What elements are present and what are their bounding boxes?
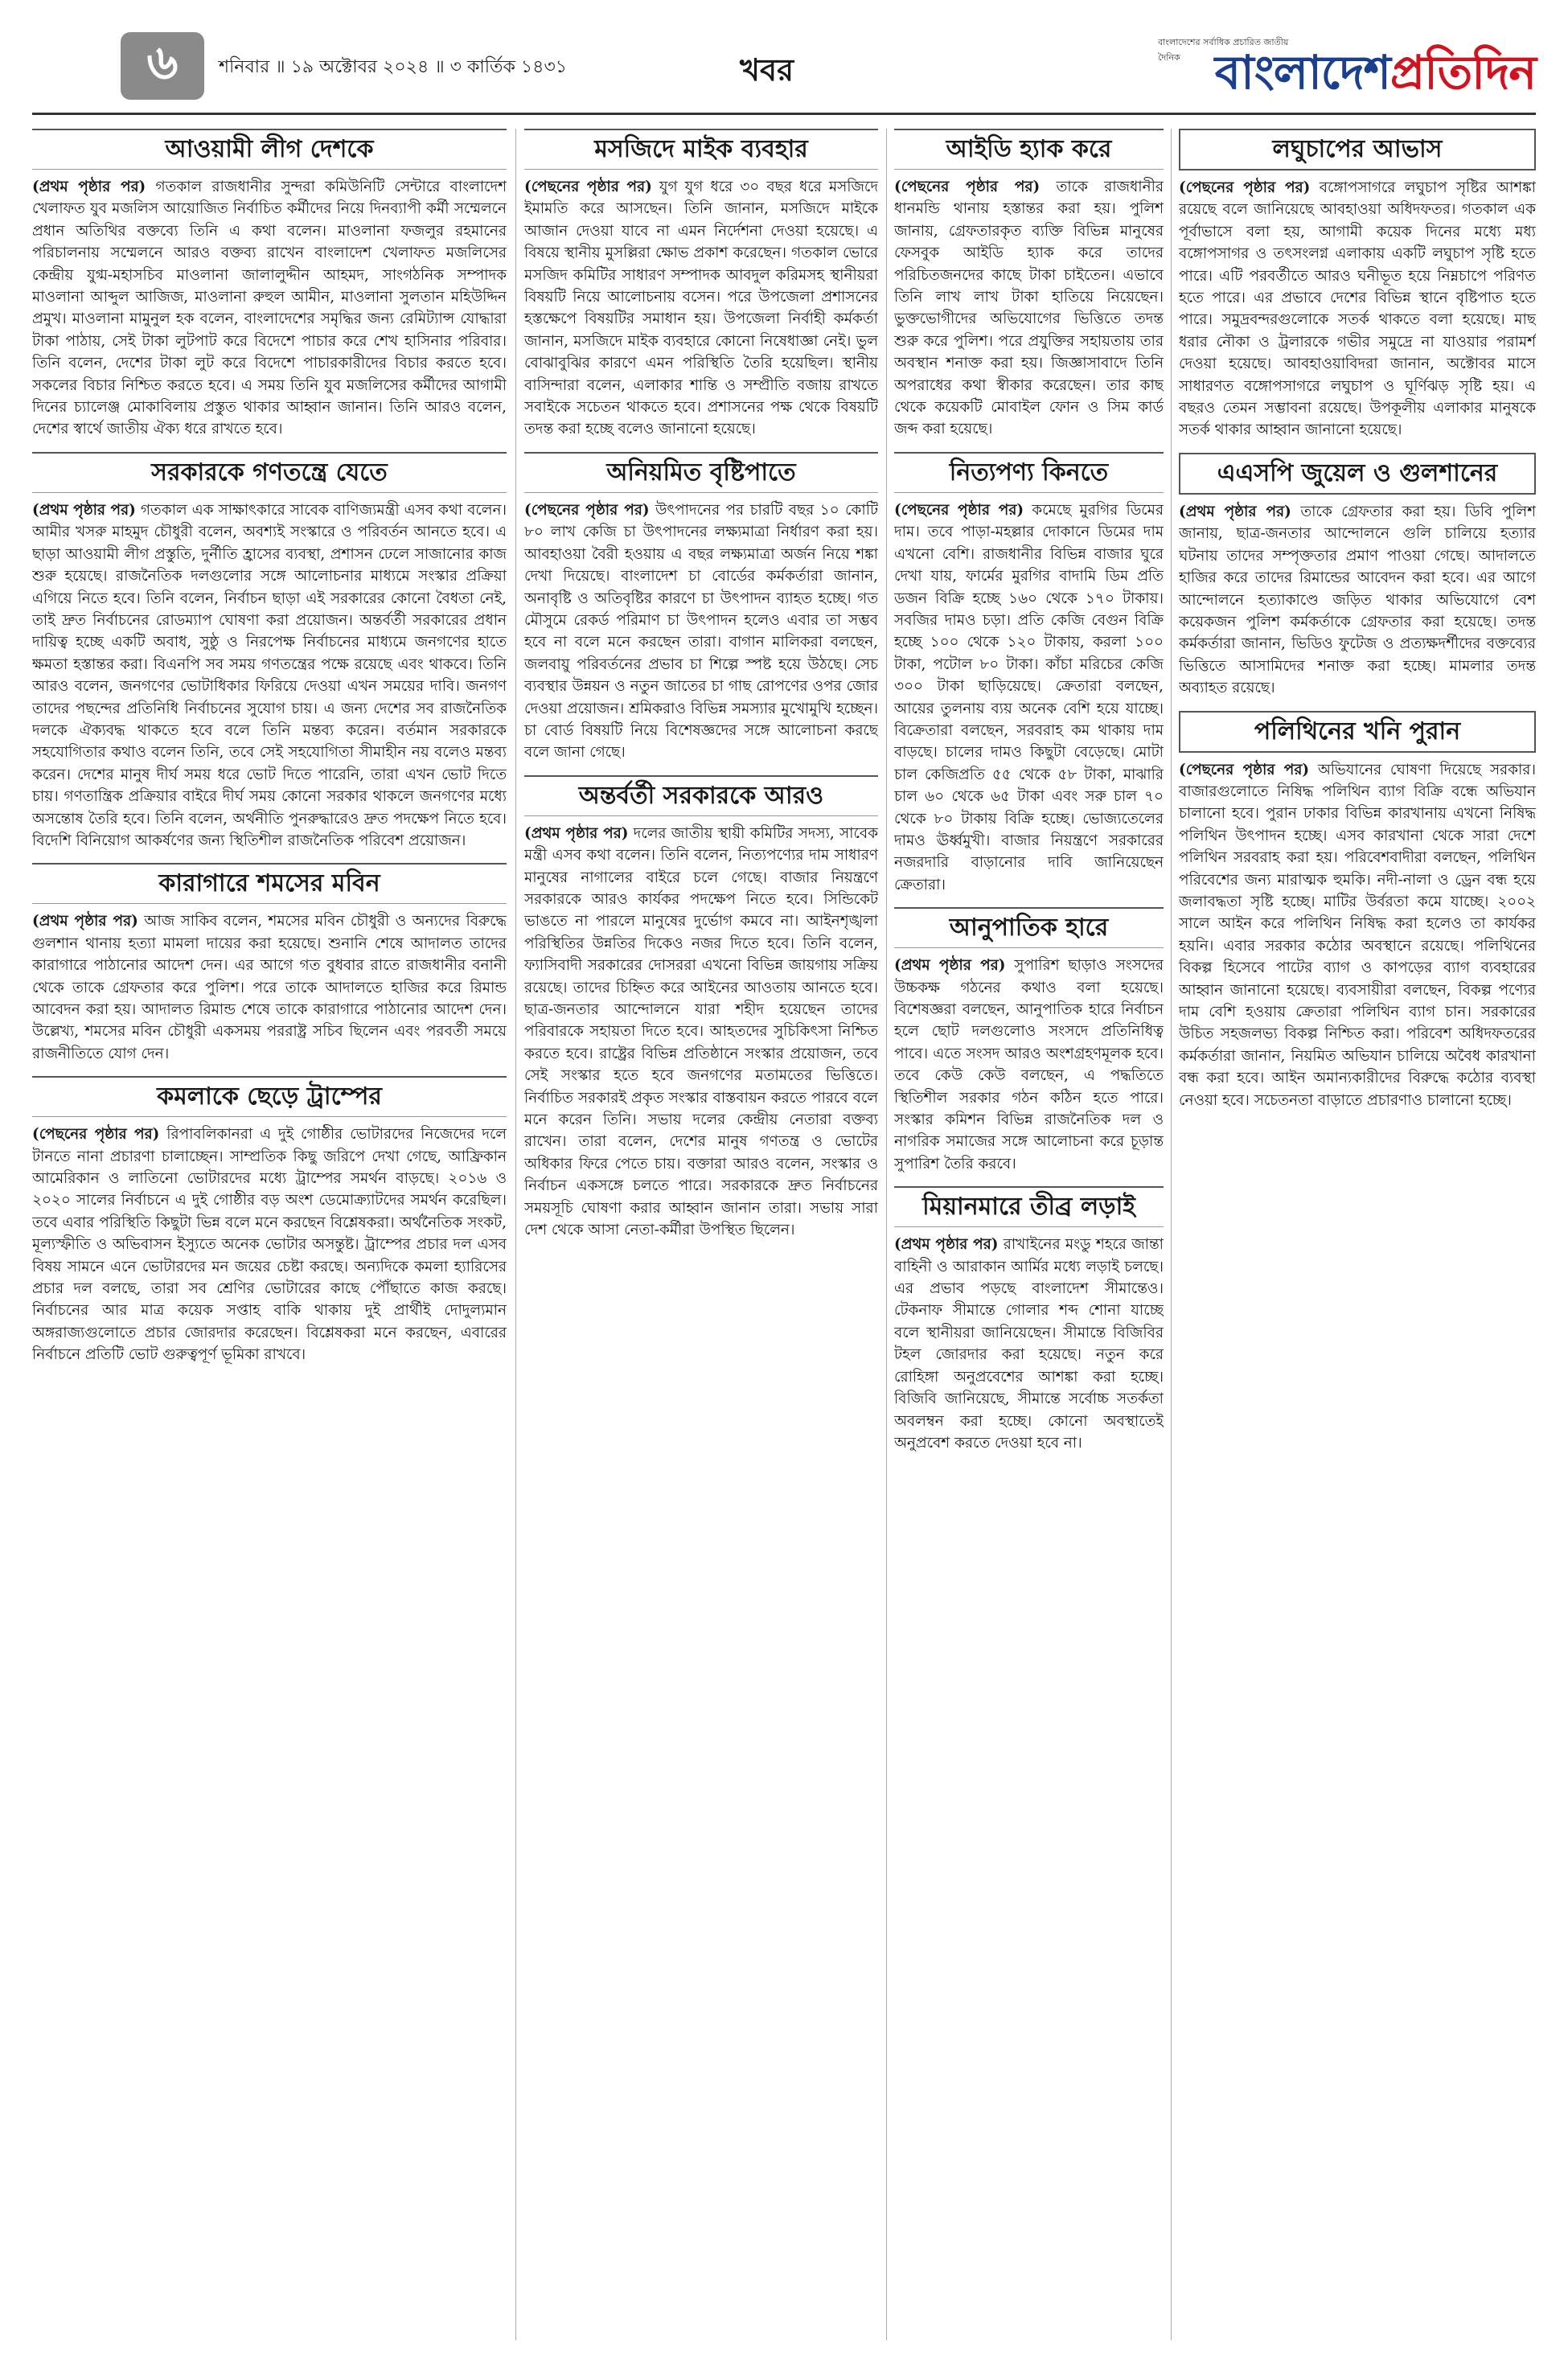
article-asp [1179,453,1536,700]
article-body: (প্রথম পৃষ্ঠার পর) গতকাল এক সাক্ষাৎকারে সাবেক বাণিজ্যমন্ত্রী এসব কথা বলেন। আমীর খসরু মাহমুদ চৌধুরী বলেন, অবশ্যই সংস্কারে ও পরিবর্তন আনতে হবে। এ ছাড়া আওয়ামী লীগ প্রস্তুতি, দুর্নীতি হ্রাসের ব্যবস্থা, প্রশাসন ঢেলে সাজানোর কাজ শুরু হয়েছে। রাজনৈতিক দলগুলোর সঙ্গে আলোচনার মাধ্যমে সংস্কার প্রক্রিয়া এগিয়ে নিতে হবে। তিনি বলেন, নির্বাচন ছাড়া এই সরকারের কোনো বৈধতা নেই, তাই দ্রুত নির্বাচনের রোডম্যাপ ঘোষণা করা প্রয়োজন। অন্তর্বর্তী সরকারের প্রধান দায়িত্ব হচ্ছে একটি অবাধ, সুষ্ঠু ও নিরপেক্ষ নির্বাচনের মাধ্যমে জনগণের হাতে ক্ষমতা হস্তান্তর করা। বিএনপি সব সময় গণতন্ত্রের পক্ষে রয়েছে এবং থাকবে। তিনি আরও বলেন, জনগণের ভোটাধিকার ফিরিয়ে দেওয়া এখন সময়ের দাবি। জনগণ তাদের পছন্দের প্রতিনিধি নির্বাচনের সুযোগ চায়। এ জন্য দেশের সব রাজনৈতিক দলকে ঐক্যবদ্ধ থাকতে হবে বলে তিনি মন্তব্য করেন। বর্তমান সরকারকে সহযোগিতার কথাও বলেন তিনি, তবে সেই সহযোগিতা সীমাহীন নয় বলেও মন্তব্য করেন। দেশের মানুষ দীর্ঘ সময় ধরে ভোট দিতে পারেনি, তারা এখন ভোট দিতে চায়। গণতান্ত্রিক প্রক্রিয়ার বাইরে দীর্ঘ সময় কোনো সরকার থাকলে জনগণের মধ্যে অসন্তোষ তৈরি হবে। তিনি বলেন, অর্থনীতি পুনরুদ্ধারেও দ্রুত পদক্ষেপ নিতে হবে। বিদেশি বিনিয়োগ আকর্ষণের জন্য স্থিতিশীল রাজনৈতিক পরিবেশ প্রয়োজন। [32,501,507,849]
masthead-wordmark [1215,37,1536,115]
article-body: (প্রথম পৃষ্ঠার পর) তাকে গ্রেফতার করা হয়। ডিবি পুলিশ জানায়, ছাত্র-জনতার আন্দোলনে গুলি চালিয়ে হত্যার ঘটনায় তাদের সম্পৃক্ততার প্রমাণ পাওয়া গেছে। আদালতে হাজির করে তাদের রিমান্ডের আবেদন করা হবে। এর আগে আন্দোলনে হত্যাকাণ্ডে জড়িত থাকার অভিযোগে বেশ কয়েকজন পুলিশ কর্মকর্তাকে গ্রেফতার করা হয়েছে। তদন্ত কর্মকর্তারা জানান, ভিডিও ফুটেজ ও প্রত্যক্ষদর্শীদের বক্তব্যের ভিত্তিতে আসামিদের শনাক্ত করা হচ্ছে। মামলার তদন্ত অব্যাহত রয়েছে। [1179,503,1536,697]
headline[interactable]: পলিথিনের খনি পুরান [1179,711,1536,753]
masthead-tagline: বাংলাদেশের সর্বাধিক প্রচারিত জাতীয় দৈনিক [1158,37,1289,63]
article-kamala [32,1076,507,1366]
headline[interactable]: কমলাকে ছেড়ে ট্রাম্পের [32,1076,507,1117]
headline[interactable]: মিয়ানমারে তীব্র লড়াই [894,1186,1164,1227]
article-body: (পেছনের পৃষ্ঠার পর) কমেছে মুরগির ডিমের দাম। তবে পাড়া-মহল্লার দোকানে ডিমের দাম এখনো বেশি। রাজধানীর বিভিন্ন বাজার ঘুরে দেখা যায়, ফার্মের মুরগির বাদামি ডিম প্রতি ডজন বিক্রি হচ্ছে ১৬০ থেকে ১৭০ টাকায়। সবজির দামও চড়া। প্রতি কেজি বেগুন বিক্রি হচ্ছে ১০০ থেকে ১২০ টাকায়, করলা ১০০ টাকা, পটোল ৮০ টাকা। কাঁচা মরিচের কেজি ৩০০ টাকা ছাড়িয়েছে। ক্রেতারা বলছেন, আয়ের তুলনায় ব্যয় অনেক বেশি হয়ে যাচ্ছে। বিক্রেতারা বলছেন, সরবরাহ কম থাকায় দাম বাড়ছে। চালের দামও কিছুটা বেড়েছে। মোটা চাল কেজিপ্রতি ৫৫ থেকে ৫৮ টাকা, মাঝারি চাল ৬০ থেকে ৬৫ টাকা এবং সরু চাল ৭০ থেকে ৮০ টাকায় বিক্রি হচ্ছে। ভোজ্যতেলের দামও ঊর্ধ্বমুখী। বাজার নিয়ন্ত্রণে সরকারের নজরদারি বাড়ানোর দাবি জানিয়েছেন ক্রেতারা। [894,501,1164,893]
page-header [32,32,1536,105]
article-body: (প্রথম পৃষ্ঠার পর) দলের জাতীয় স্থায়ী কমিটির সদস্য, সাবেক মন্ত্রী এসব কথা বলেন। তিনি বলেন, নিত্যপণ্যের দাম সাধারণ মানুষের নাগালের বাইরে চলে গেছে। বাজার নিয়ন্ত্রণে সরকারকে আরও কার্যকর পদক্ষেপ নিতে হবে। সিন্ডিকেট ভাঙতে না পারলে মানুষের দুর্ভোগ কমবে না। আইনশৃঙ্খলা পরিস্থিতির উন্নতির দিকেও নজর দিতে হবে। তিনি বলেন, ফ্যাসিবাদী সরকারের দোসররা এখনো বিভিন্ন জায়গায় সক্রিয় রয়েছে। তাদের চিহ্নিত করে আইনের আওতায় আনতে হবে। ছাত্র-জনতার আন্দোলনে যারা শহীদ হয়েছেন তাদের পরিবারকে সহায়তা দিতে হবে। আহতদের সুচিকিৎসা নিশ্চিত করতে হবে। রাষ্ট্রের বিভিন্ন প্রতিষ্ঠানে সংস্কার প্রয়োজন, তবে সেই সংস্কার হতে হবে জনগণের মতামতের ভিত্তিতে। নির্বাচিত সরকারই প্রকৃত সংস্কার বাস্তবায়ন করতে পারবে বলে মনে করেন তিনি। সভায় দলের কেন্দ্রীয় নেতারা বক্তব্য রাখেন। তারা বলেন, দেশের মানুষ গণতন্ত্র ও ভোটের অধিকার ফিরে পেতে চায়। বক্তারা আরও বলেন, সংস্কার ও নির্বাচন একসঙ্গে চলতে পারে। সরকারকে দ্রুত নির্বাচনের সময়সূচি ঘোষণা করার আহ্বান জানান তারা। সভায় সারা দেশ থেকে আসা নেতা-কর্মীরা উপস্থিত ছিলেন। [524,824,878,1239]
headline[interactable]: কারাগারে শমসের মবিন [32,863,507,904]
masthead-part2: প্রতিদিন [1389,45,1536,100]
article-ganatantra [32,452,507,852]
column-4 [1179,129,1536,2340]
article-kara [32,863,507,1065]
article-laghuchap [1179,129,1536,442]
masthead-logo[interactable] [1158,32,1536,105]
headline[interactable]: নিত্যপণ্য কিনতে [894,452,1164,493]
header-divider [32,113,1536,115]
column-1 [32,129,507,2340]
article-body: (পেছনের পৃষ্ঠার পর) অভিযানের ঘোষণা দিয়েছে সরকার। বাজারগুলোতে নিষিদ্ধ পলিথিন ব্যাগ বিক্রি বন্ধে অভিযান চালানো হবে। পুরান ঢাকার বিভিন্ন কারখানায় এখনো নিষিদ্ধ পলিথিন উৎপাদন হচ্ছে। এসব কারখানা থেকে সারা দেশে পলিথিন সরবরাহ করা হয়। পরিবেশবাদীরা বলছেন, পলিথিন পরিবেশের জন্য মারাত্মক হুমকি। নদী-নালা ও ড্রেন বন্ধ হয়ে জলাবদ্ধতা সৃষ্টি হচ্ছে। মাটির উর্বরতা কমে যাচ্ছে। ২০০২ সালে আইন করে পলিথিন নিষিদ্ধ করা হলেও তা কার্যকর হয়নি। এবার সরকার কঠোর অবস্থানে রয়েছে। পলিথিনের বিকল্প হিসেবে পাটের ব্যাগ ও কাপড়ের ব্যাগ ব্যবহারের আহ্বান জানানো হয়েছে। ব্যবসায়ীরা বলছেন, বিকল্প পণ্যের দাম বেশি হওয়ায় ক্রেতারা পলিথিন ব্যাগ চান। সরকারের উচিত সহজলভ্য বিকল্প নিশ্চিত করা। পরিবেশ অধিদফতরের কর্মকর্তারা জানান, নিয়মিত অভিযান চালিয়ে অবৈধ কারখানা বন্ধ করা হবে। আইন অমান্যকারীদের বিরুদ্ধে কঠোর ব্যবস্থা নেওয়া হবে। সচেতনতা বাড়াতে প্রচারণাও চালানো হচ্ছে। [1179,761,1536,1109]
article-onirmit [524,452,878,764]
column-divider [515,129,516,2340]
column-3 [894,129,1164,2340]
date-line: শনিবার ॥ ১৯ অক্টোবর ২০২৪ ॥ ৩ কার্তিক ১৪৩১ [219,57,568,77]
article-nityapanya [894,452,1164,896]
column-divider [886,129,887,2340]
headline[interactable]: অন্তর্বর্তী সরকারকে আরও [524,775,878,816]
headline[interactable]: আওয়ামী লীগ দেশকে [32,129,507,170]
article-body: (পেছনের পৃষ্ঠার পর) যুগ যুগ ধরে ৩০ বছর ধরে মসজিদে ইমামতি করে আসছেন। তিনি জানান, মসজিদে মাইকে আজান দেওয়া যাবে না এমন নির্দেশনা দেওয়া হয়েছে। এ বিষয়ে স্থানীয় মুসল্লিরা ক্ষোভ প্রকাশ করেছেন। গতকাল ভোরে মসজিদ কমিটির সাধারণ সম্পাদক আবদুল করিমসহ স্থানীয়রা বিষয়টি নিয়ে আলোচনায় বসেন। পরে উপজেলা প্রশাসনের হস্তক্ষেপে বিষয়টির সমাধান হয়। উপজেলা নির্বাহী কর্মকর্তা জানান, মসজিদে মাইক ব্যবহারে কোনো নিষেধাজ্ঞা নেই। ভুল বোঝাবুঝির কারণে এমন পরিস্থিতি তৈরি হয়েছিল। স্থানীয় বাসিন্দারা বলেন, এলাকার শান্তি ও সম্প্রীতি বজায় রাখতে সবাইকে সচেতন থাকতে হবে। প্রশাসনের পক্ষ থেকে বিষয়টি তদন্ত করা হচ্ছে বলেও জানানো হয়েছে। [524,179,878,438]
article-polythene [1179,711,1536,1112]
article-body: (পেছনের পৃষ্ঠার পর) তাকে রাজধানীর ধানমন্ডি থানায় হস্তান্তর করা হয়। পুলিশ জানায়, গ্রেফতারকৃত ব্যক্তি বিভিন্ন মানুষের ফেসবুক আইডি হ্যাক করে তাদের পরিচিতজনদের কাছে টাকা চাইতেন। এভাবে তিনি লাখ লাখ টাকা হাতিয়ে নিয়েছেন। ভুক্তভোগীদের অভিযোগের ভিত্তিতে তদন্ত শুরু করে পুলিশ। পরে প্রযুক্তির সহায়তায় তার অবস্থান শনাক্ত করা হয়। জিজ্ঞাসাবাদে তিনি অপরাধের কথা স্বীকার করেছেন। তার কাছ থেকে কয়েকটি মোবাইল ফোন ও সিম কার্ড জব্দ করা হয়েছে। [894,179,1164,438]
article-antorbarti [524,775,878,1242]
headline[interactable]: সরকারকে গণতন্ত্রে যেতে [32,452,507,493]
column-divider [1171,129,1172,2340]
article-masjid [524,129,878,441]
page-number-badge: ৬ [121,32,204,100]
headline[interactable]: অনিয়মিত বৃষ্টিপাতে [524,452,878,493]
headline[interactable]: আনুপাতিক হারে [894,907,1164,948]
headline[interactable]: এএসপি জুয়েল ও গুলশানের [1179,453,1536,495]
article-awami-league [32,129,507,441]
article-body: (পেছনের পৃষ্ঠার পর) উৎপাদনের পর চারটি বছর ১০ কোটি ৮০ লাখ কেজি চা উৎপাদনের লক্ষ্যমাত্রা নির্ধারণ করা হয়। আবহাওয়া বৈরী হওয়ায় এ বছর লক্ষ্যমাত্রা অর্জন নিয়ে শঙ্কা দেখা দিয়েছে। বাংলাদেশ চা বোর্ডের কর্মকর্তারা জানান, অনাবৃষ্টি ও অতিবৃষ্টির কারণে চা উৎপাদন ব্যাহত হচ্ছে। গত মৌসুমে রেকর্ড পরিমাণ চা উৎপাদন হলেও এবার তা সম্ভব হবে না বলে মনে করছেন তারা। বাগান মালিকরা বলছেন, জলবায়ু পরিবর্তনের প্রভাব চা শিল্পে স্পষ্ট হয়ে উঠছে। সেচ ব্যবস্থার উন্নয়ন ও নতুন জাতের চা গাছ রোপণের ওপর জোর দেওয়া প্রয়োজন। শ্রমিকরাও বিভিন্ন সমস্যার মুখোমুখি হচ্ছেন। চা বোর্ড বিষয়টি নিয়ে বিশেষজ্ঞদের সঙ্গে আলোচনা করছে বলে জানা গেছে। [524,501,878,762]
article-body: (পেছনের পৃষ্ঠার পর) রিপাবলিকানরা এ দুই গোষ্ঠীর ভোটারদের নিজেদের দলে টানতে নানা প্রচারণা চালাচ্ছেন। সাম্প্রতিক কিছু জরিপে দেখা গেছে, আফ্রিকান আমেরিকান ও লাতিনো ভোটারদের মধ্যে ট্রাম্পের সমর্থন বাড়ছে। ২০১৬ ও ২০২০ সালের নির্বাচনে এ দুই গোষ্ঠীর বড় অংশ ডেমোক্র্যাটদের সমর্থন করেছিল। তবে এবার পরিস্থিতি কিছুটা ভিন্ন বলে মনে করছেন বিশ্লেষকরা। অর্থনৈতিক সংকট, মূল্যস্ফীতি ও অভিবাসন ইস্যুতে অনেক ভোটার অসন্তুষ্ট। ট্রাম্পের প্রচার দল এসব বিষয় সামনে এনে ভোটারদের মন জয়ের চেষ্টা করছে। অন্যদিকে কমলা হ্যারিসের প্রচার দল বলছে, তারা সব শ্রেণির ভোটারের কাছে পৌঁছাতে কাজ করছে। নির্বাচনের আর মাত্র কয়েক সপ্তাহ বাকি থাকায় দুই প্রার্থীই দোদুল্যমান অঙ্গরাজ্যগুলোতে প্রচার জোরদার করেছেন। বিশ্লেষকরা মনে করছেন, এবারের নির্বাচনে প্রতিটি ভোট গুরুত্বপূর্ণ ভূমিকা রাখবে। [32,1126,507,1364]
article-myanmar [894,1186,1164,1454]
article-body: (প্রথম পৃষ্ঠার পর) সুপারিশ ছাড়াও সংসদের উচ্চকক্ষ গঠনের কথাও বলা হয়েছে। বিশেষজ্ঞরা বলছেন, আনুপাতিক হারে নির্বাচন হলে ছোট দলগুলোও সংসদে প্রতিনিধিত্ব পাবে। এতে সংসদ আরও অংশগ্রহণমূলক হবে। তবে কেউ কেউ বলছেন, এ পদ্ধতিতে স্থিতিশীল সরকার গঠন কঠিন হতে পারে। সংস্কার কমিশন বিভিন্ন রাজনৈতিক দল ও নাগরিক সমাজের সঙ্গে আলোচনা করে চূড়ান্ত সুপারিশ তৈরি করবে। [894,957,1164,1173]
section-title: খবর [740,52,794,88]
masthead-part1: বাংলাদেশ [1214,45,1390,100]
headline[interactable]: আইডি হ্যাক করে [894,129,1164,170]
article-anupatik [894,907,1164,1175]
article-id-hack [894,129,1164,441]
headline[interactable]: লঘুচাপের আভাস [1179,129,1536,170]
article-body: (প্রথম পৃষ্ঠার পর) রাখাইনের মংডু শহরে জান্তা বাহিনী ও আরাকান আর্মির মধ্যে লড়াই চলছে। এর প্রভাব পড়ছে বাংলাদেশ সীমান্তেও। টেকনাফ সীমান্তে গোলার শব্দ শোনা যাচ্ছে বলে স্থানীয়রা জানিয়েছেন। সীমান্তে বিজিবির টহল জোরদার করা হয়েছে। নতুন করে রোহিঙ্গা অনুপ্রবেশের আশঙ্কা করা হচ্ছে। বিজিবি জানিয়েছে, সীমান্তে সর্বোচ্চ সতর্কতা অবলম্বন করা হচ্ছে। কোনো অবস্থাতেই অনুপ্রবেশ করতে দেওয়া হবে না। [894,1236,1164,1452]
article-body: (পেছনের পৃষ্ঠার পর) বঙ্গোপসাগরে লঘুচাপ সৃষ্টির আশঙ্কা রয়েছে বলে জানিয়েছে আবহাওয়া অধিদফতর। গতকাল এক পূর্বাভাসে বলা হয়, আগামী কয়েক দিনের মধ্যে মধ্য বঙ্গোপসাগর ও তৎসংলগ্ন এলাকায় একটি লঘুচাপ সৃষ্টি হতে পারে। এটি পরবর্তীতে আরও ঘনীভূত হয়ে নিম্নচাপে পরিণত হতে পারে। এর প্রভাবে দেশের বিভিন্ন স্থানে বৃষ্টিপাত হতে পারে। সমুদ্রবন্দরগুলোকে সতর্ক থাকতে বলা হয়েছে। মাছ ধরার নৌকা ও ট্রলারকে গভীর সমুদ্রে না যাওয়ার পরামর্শ দেওয়া হয়েছে। আবহাওয়াবিদরা জানান, অক্টোবর মাসে সাধারণত বঙ্গোপসাগরে লঘুচাপ ও ঘূর্ণিঝড় সৃষ্টি হয়। এ বছরও তেমন সম্ভাবনা রয়েছে। উপকূলীয় এলাকার মানুষকে সতর্ক থাকার আহ্বান জানানো হয়েছে। [1179,179,1536,439]
article-body: (প্রথম পৃষ্ঠার পর) গতকাল রাজধানীর সুন্দরা কমিউনিটি সেন্টারে বাংলাদেশ খেলাফত যুব মজলিস আয়োজিত নির্বাচিত কর্মীদের নিয়ে দিনব্যাপী কর্মী সম্মেলনে প্রধান অতিথির বক্তব্যে তিনি এ কথা বলেন। মাওলানা ফজলুর রহমানের পরিচালনায় সম্মেলনে আরও বক্তব্য রাখেন বাংলাদেশ খেলাফত মজলিসের কেন্দ্রীয় যুগ্ম-মহাসচিব মাওলানা জালালুদ্দীন আহমদ, সাংগঠনিক সম্পাদক মাওলানা আব্দুল আজিজ, মাওলানা রুহুল আমীন, মাওলানা সুলতান মহিউদ্দিন প্রমুখ। মাওলানা মামুনুল হক বলেন, বাংলাদেশের সমৃদ্ধির জন্য রেমিট্যান্স যোদ্ধারা টাকা পাঠায়, সেই টাকা লুটপাট করে বিদেশে পাচার করে শেখ হাসিনার পরিবার। তিনি বলেন, দেশের টাকা লুট করে বিদেশে পাচারকারীদের বিচার করতে হবে। সকলের বিচার নিশ্চিত করতে হবে। এ সময় তিনি যুব মজলিসের কর্মীদের আগামী দিনের চ্যালেঞ্জ মোকাবিলায় প্রস্তুত থাকার আহ্বান জানান। তিনি আরও বলেন, দেশের স্বার্থে জাতীয় ঐক্য ধরে রাখতে হবে। [32,179,507,438]
article-body: (প্রথম পৃষ্ঠার পর) আজ সাকিব বলেন, শমসের মবিন চৌধুরী ও অন্যদের বিরুদ্ধে গুলশান থানায় হত্যা মামলা দায়ের করা হয়েছে। শুনানি শেষে আদালত তাদের কারাগারে পাঠানোর আদেশ দেন। এর আগে গত বুধবার রাতে রাজধানীর বনানী থেকে তাকে গ্রেফতার করে পুলিশ। পরে তাকে আদালতে হাজির করে রিমান্ড আবেদন করা হয়। আদালত রিমান্ড শেষে তাকে কারাগারে পাঠানোর আদেশ দেন। উল্লেখ্য, শমসের মবিন চৌধুরী একসময় পররাষ্ট্র সচিব ছিলেন এবং পরবর্তী সময়ে রাজনীতিতে যোগ দেন। [32,913,507,1062]
headline[interactable]: মসজিদে মাইক ব্যবহার [524,129,878,170]
column-2 [524,129,878,2340]
